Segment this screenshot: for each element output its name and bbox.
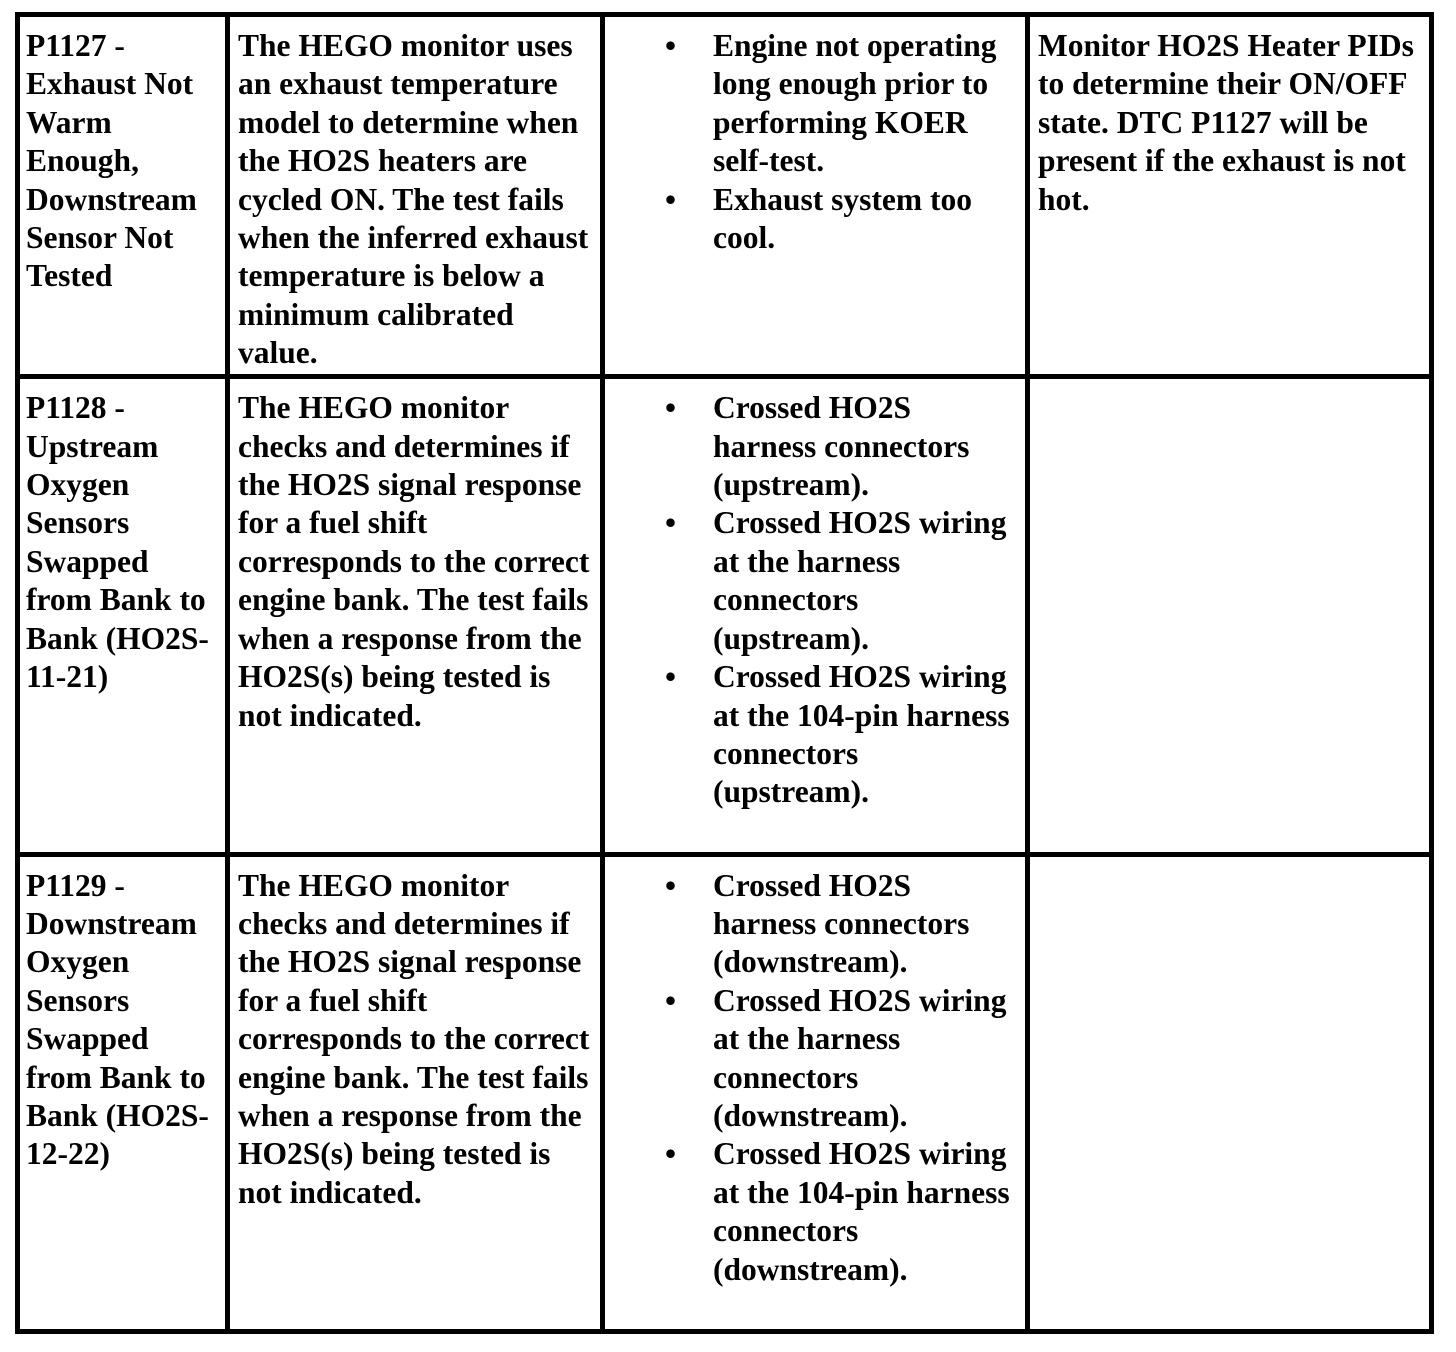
diagnostic-action-cell [1028, 377, 1432, 854]
cause-list [613, 389, 1017, 811]
bullet-icon: • [665, 505, 677, 541]
bullet-icon: • [665, 1136, 677, 1172]
test-description-cell: The HEGO monitor checks and determines if the HO2S signal response for a fuel shift corresponds to the correct engine bank. The test fails when a response from the HO2S(s) being tested is not indicated. [228, 854, 603, 1331]
table-row [18, 377, 1432, 854]
cause-item [613, 181, 1017, 258]
cause-item [613, 867, 1017, 982]
cause-item [613, 389, 1017, 504]
bullet-icon: • [665, 659, 677, 695]
bullet-icon: • [665, 181, 677, 217]
cause-text: Crossed HO2S harness connectors (upstream). [713, 390, 970, 503]
diagnostic-action-cell: Monitor HO2S Heater PIDs to determine their ON/OFF state. DTC P1127 will be present if the exhaust is not hot. [1028, 15, 1432, 377]
diagnostic-action-cell [1028, 854, 1432, 1331]
cause-text: Crossed HO2S wiring at the 104-pin harness connectors (downstream). [713, 1136, 1010, 1287]
bullet-icon: • [665, 867, 677, 903]
table-row [18, 854, 1432, 1331]
bullet-icon: • [665, 28, 677, 63]
bullet-icon: • [665, 982, 677, 1018]
cause-text: Crossed HO2S wiring at the 104-pin harness connectors (upstream). [713, 659, 1010, 810]
possible-causes-cell [603, 15, 1028, 377]
cause-item [613, 658, 1017, 812]
cause-item [613, 1135, 1017, 1289]
cause-text: Engine not operating long enough prior to performing KOER self-test. [713, 28, 997, 179]
bullet-icon: • [665, 390, 677, 426]
test-description-cell: The HEGO monitor uses an exhaust temperature model to determine when the HO2S heaters are cycled ON. The test fails when the inferred exhaust temperature is below a minimum calibrated value. [228, 15, 603, 377]
cause-list [613, 27, 1017, 257]
cause-text: Crossed HO2S harness connectors (downstream). [713, 867, 970, 980]
cause-text: Exhaust system too cool. [713, 181, 973, 256]
dtc-code-cell: P1127 - Exhaust Not Warm Enough, Downstream Sensor Not Tested [18, 15, 228, 377]
table-row [18, 15, 1432, 377]
cause-text: Crossed HO2S wiring at the harness connectors (downstream). [713, 982, 1007, 1134]
test-description-cell: The HEGO monitor checks and determines if the HO2S signal response for a fuel shift corresponds to the correct engine bank. The test fails when a response from the HO2S(s) being tested is not indicated. [228, 377, 603, 854]
cause-text: Crossed HO2S wiring at the harness connectors (upstream). [713, 505, 1007, 656]
dtc-table [15, 12, 1434, 1334]
dtc-code-cell: P1129 - Downstream Oxygen Sensors Swapped from Bank to Bank (HO2S-12-22) [18, 854, 228, 1331]
cause-list [613, 867, 1017, 1289]
possible-causes-cell [603, 377, 1028, 854]
dtc-code-cell: P1128 - Upstream Oxygen Sensors Swapped from Bank to Bank (HO2S-11-21) [18, 377, 228, 854]
possible-causes-cell [603, 854, 1028, 1331]
cause-item [613, 27, 1017, 181]
cause-item [613, 504, 1017, 658]
cause-item [613, 982, 1017, 1136]
